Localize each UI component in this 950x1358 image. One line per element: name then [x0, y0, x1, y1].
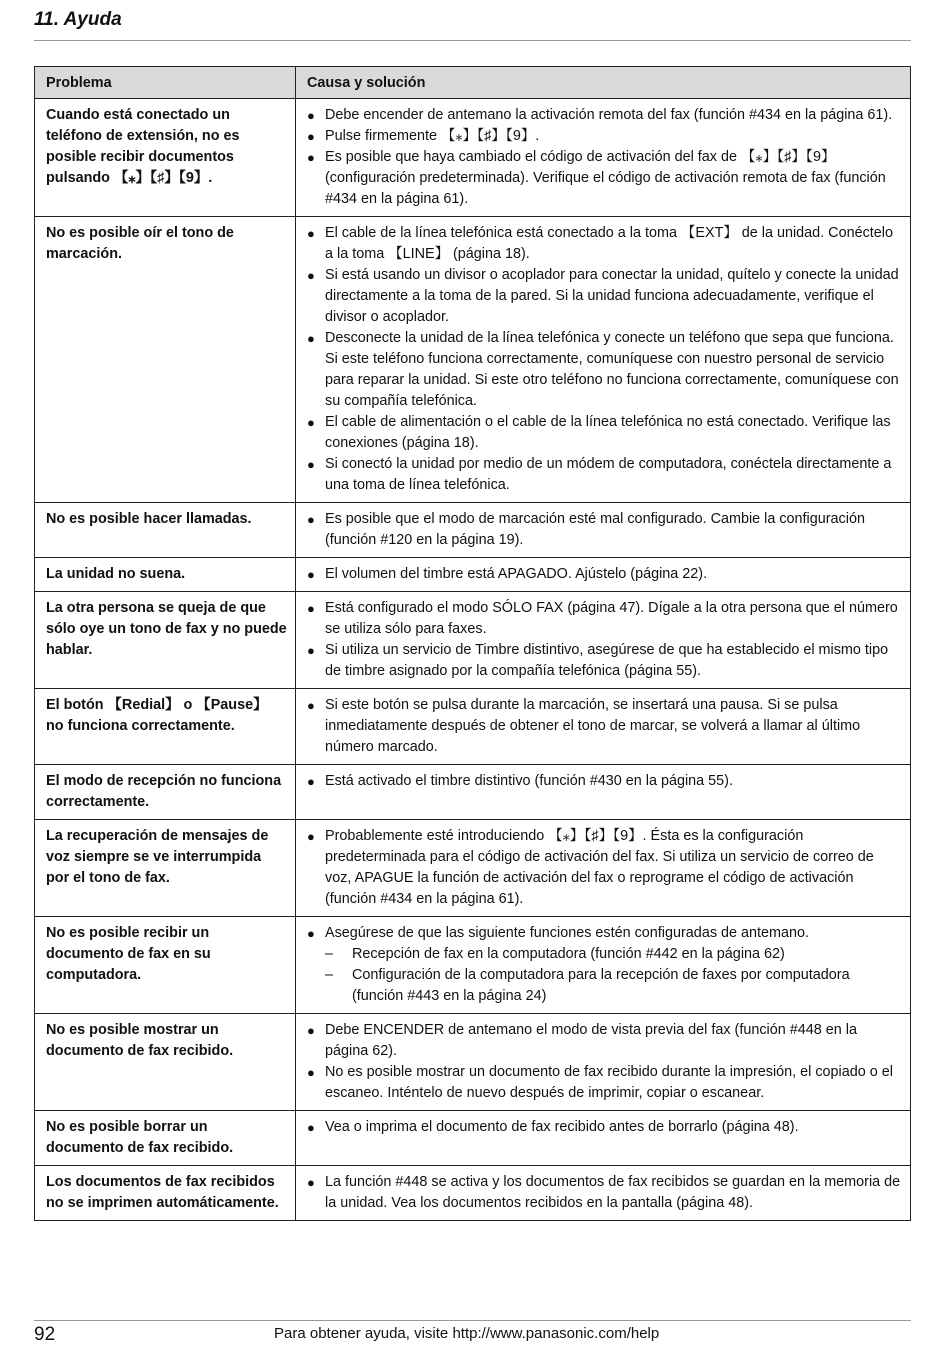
- solution-item: [307, 126, 902, 147]
- dash-icon: –: [325, 946, 334, 962]
- sub-item: [325, 965, 902, 1007]
- bullet-icon: ●: [307, 512, 315, 527]
- solution-text: Es posible que el modo de marcación esté mal configurado. Cambie la configuración (función #120 en la página 19).: [325, 511, 865, 548]
- solution-cell: [296, 503, 911, 558]
- solution-text: Vea o imprima el documento de fax recibido antes de borrarlo (página 48).: [325, 1119, 799, 1135]
- solution-cell: [296, 592, 911, 689]
- bullet-icon: ●: [307, 108, 315, 123]
- table-row: [35, 558, 911, 592]
- solution-cell: [296, 558, 911, 592]
- bullet-icon: ●: [307, 1065, 315, 1080]
- solution-text: Debe encender de antemano la activación remota del fax (función #434 en la página 61).: [325, 107, 893, 123]
- dash-icon: –: [325, 967, 334, 983]
- sub-item-text: Recepción de fax en la computadora (función #442 en la página 62): [352, 946, 785, 962]
- solution-text: Si utiliza un servicio de Timbre distintivo, asegúrese de que ha establecido el mismo tipo de timbre asignado por la compañía telefónica (página 55).: [325, 642, 889, 679]
- solution-item: [307, 1062, 902, 1104]
- solution-item: [307, 223, 902, 265]
- solution-text: Pulse firmemente 【⁎】【♯】【9】.: [325, 128, 540, 144]
- solution-item: [307, 826, 902, 910]
- problem-cell: El modo de recepción no funciona correctamente.: [35, 765, 296, 820]
- solution-cell: [296, 1014, 911, 1111]
- table-row: [35, 503, 911, 558]
- solution-list: [307, 1117, 902, 1138]
- page-header: [34, 8, 911, 41]
- table-row: [35, 1111, 911, 1166]
- solution-text: Si está usando un divisor o acoplador para conectar la unidad, quítelo y conecte la unidad directamente a la toma de la pared. Si la unidad funciona adecuadamente, verifique el divisor o acoplador.: [325, 267, 899, 325]
- solution-list: [307, 105, 902, 210]
- solution-list: [307, 771, 902, 792]
- solution-text: Si este botón se pulsa durante la marcación, se insertará una pausa. Si se pulsa inmediatamente después de obtener el tono de marcar, se volverá a llamar al último número marcado.: [325, 697, 861, 755]
- solution-text: Si conectó la unidad por medio de un módem de computadora, conéctela directamente a una toma de línea telefónica.: [325, 456, 892, 493]
- bullet-icon: ●: [307, 926, 315, 941]
- solution-item: [307, 1020, 902, 1062]
- sub-item-text: Configuración de la computadora para la recepción de faxes por computadora (función #443 en la página 24): [352, 967, 850, 1004]
- solution-item: [307, 598, 902, 640]
- solution-cell: [296, 820, 911, 917]
- problem-cell: No es posible mostrar un documento de fax recibido.: [35, 1014, 296, 1111]
- solution-item: [307, 412, 902, 454]
- table-row: [35, 99, 911, 217]
- section-title: 11. Ayuda: [34, 9, 122, 30]
- solution-item: [307, 147, 902, 210]
- solution-list: [307, 695, 902, 758]
- table-row: [35, 689, 911, 765]
- page-number: 92: [34, 1324, 56, 1345]
- sub-item: [325, 944, 902, 965]
- solution-item: [307, 1172, 902, 1214]
- solution-text: La función #448 se activa y los documentos de fax recibidos se guardan en la memoria de la unidad. Vea los documentos recibidos en la pantalla (página 48).: [325, 1174, 901, 1211]
- bullet-icon: ●: [307, 457, 315, 472]
- solution-cell: [296, 1166, 911, 1221]
- solution-item: [307, 328, 902, 412]
- solution-cell: [296, 917, 911, 1014]
- solution-list: [307, 923, 902, 1007]
- column-header-problem: Problema: [35, 67, 296, 99]
- problem-cell: No es posible borrar un documento de fax recibido.: [35, 1111, 296, 1166]
- help-footer-text: Para obtener ayuda, visite http://www.panasonic.com/help: [274, 1325, 660, 1342]
- solution-text: El cable de alimentación o el cable de la línea telefónica no está conectado. Verifique las conexiones (página 18).: [325, 414, 891, 451]
- solution-text: Es posible que haya cambiado el código de activación del fax de 【⁎】【♯】【9】 (configuración predeterminada). Verifique el código de activación remota de fax (función #434 en la página 61).: [325, 149, 886, 207]
- problem-cell: Los documentos de fax recibidos no se imprimen automáticamente.: [35, 1166, 296, 1221]
- solution-list: [307, 1172, 902, 1214]
- solution-text: No es posible mostrar un documento de fax recibido durante la impresión, el copiado o el escaneo. Inténtelo de nuevo después de imprimir, copiar o escanear.: [325, 1064, 893, 1101]
- solution-list: [307, 1020, 902, 1104]
- column-header-cause: Causa y solución: [296, 67, 911, 99]
- bullet-icon: ●: [307, 268, 315, 283]
- bullet-icon: ●: [307, 129, 315, 144]
- bullet-icon: ●: [307, 567, 315, 582]
- solution-text: Probablemente esté introduciendo 【⁎】【♯】【9】. Ésta es la configuración predeterminada para el código de activación del fax. Si utiliza un servicio de correo de voz, APAGUE la función de activación del fax o reprograme el código de activación (función #434 en la página 61).: [325, 828, 874, 907]
- solution-text: Asegúrese de que las siguiente funciones estén configuradas de antemano.: [325, 925, 810, 941]
- solution-text: Está configurado el modo SÓLO FAX (página 47). Dígale a la otra persona que el número se utiliza sólo para faxes.: [325, 600, 898, 637]
- table-row: [35, 765, 911, 820]
- table-header-row: [35, 67, 911, 99]
- problem-cell: La unidad no suena.: [35, 558, 296, 592]
- bullet-icon: ●: [307, 1023, 315, 1038]
- bullet-icon: ●: [307, 150, 315, 165]
- solution-item: [307, 509, 902, 551]
- solution-text: El cable de la línea telefónica está conectado a la toma 【EXT】 de la unidad. Conéctelo a la toma 【LINE】 (página 18).: [325, 225, 893, 262]
- bullet-icon: ●: [307, 415, 315, 430]
- solution-text: Está activado el timbre distintivo (función #430 en la página 55).: [325, 773, 733, 789]
- table-row: [35, 592, 911, 689]
- footer-divider: [34, 1320, 911, 1321]
- table-body: [35, 99, 911, 1221]
- table-row: [35, 1014, 911, 1111]
- problem-cell: Cuando está conectado un teléfono de extensión, no es posible recibir documentos pulsando 【⁎】【♯】【9】.: [35, 99, 296, 217]
- table-row: [35, 217, 911, 503]
- solution-list: [307, 564, 902, 585]
- solution-item: [307, 923, 902, 1007]
- bullet-icon: ●: [307, 829, 315, 844]
- bullet-icon: ●: [307, 698, 315, 713]
- solution-list: [307, 223, 902, 496]
- solution-text: Desconecte la unidad de la línea telefónica y conecte un teléfono que sepa que funciona. Si este teléfono funciona correctamente, comuníquese con nuestro personal de servicio para reparar la unidad. Si este otro teléfono no funciona correctamente, comuníquese con su compañía telefónica.: [325, 330, 899, 409]
- solution-list: [307, 509, 902, 551]
- solution-item: [307, 1117, 902, 1138]
- problem-cell: No es posible recibir un documento de fax en su computadora.: [35, 917, 296, 1014]
- solution-item: [307, 454, 902, 496]
- problem-cell: La recuperación de mensajes de voz siempre se ve interrumpida por el tono de fax.: [35, 820, 296, 917]
- solution-item: [307, 105, 902, 126]
- bullet-icon: ●: [307, 601, 315, 616]
- bullet-icon: ●: [307, 643, 315, 658]
- solution-cell: [296, 99, 911, 217]
- solution-item: [307, 695, 902, 758]
- solution-item: [307, 265, 902, 328]
- bullet-icon: ●: [307, 226, 315, 241]
- table-row: [35, 820, 911, 917]
- solution-list: [307, 826, 902, 910]
- solution-cell: [296, 1111, 911, 1166]
- problem-cell: No es posible oír el tono de marcación.: [35, 217, 296, 503]
- solution-text: El volumen del timbre está APAGADO. Ajústelo (página 22).: [325, 566, 708, 582]
- solution-item: [307, 564, 902, 585]
- solution-text: Debe ENCENDER de antemano el modo de vista previa del fax (función #448 en la página 62).: [325, 1022, 857, 1059]
- bullet-icon: ●: [307, 1175, 315, 1190]
- solution-cell: [296, 217, 911, 503]
- solution-cell: [296, 765, 911, 820]
- bullet-icon: ●: [307, 774, 315, 789]
- solution-item: [307, 771, 902, 792]
- troubleshooting-table: [34, 66, 911, 1221]
- problem-cell: La otra persona se queja de que sólo oye un tono de fax y no puede hablar.: [35, 592, 296, 689]
- solution-cell: [296, 689, 911, 765]
- problem-cell: El botón 【Redial】 o 【Pause】 no funciona correctamente.: [35, 689, 296, 765]
- bullet-icon: ●: [307, 331, 315, 346]
- solution-item: [307, 640, 902, 682]
- bullet-icon: ●: [307, 1120, 315, 1135]
- sub-list: [325, 944, 902, 1007]
- problem-cell: No es posible hacer llamadas.: [35, 503, 296, 558]
- solution-list: [307, 598, 902, 682]
- table-row: [35, 1166, 911, 1221]
- table-row: [35, 917, 911, 1014]
